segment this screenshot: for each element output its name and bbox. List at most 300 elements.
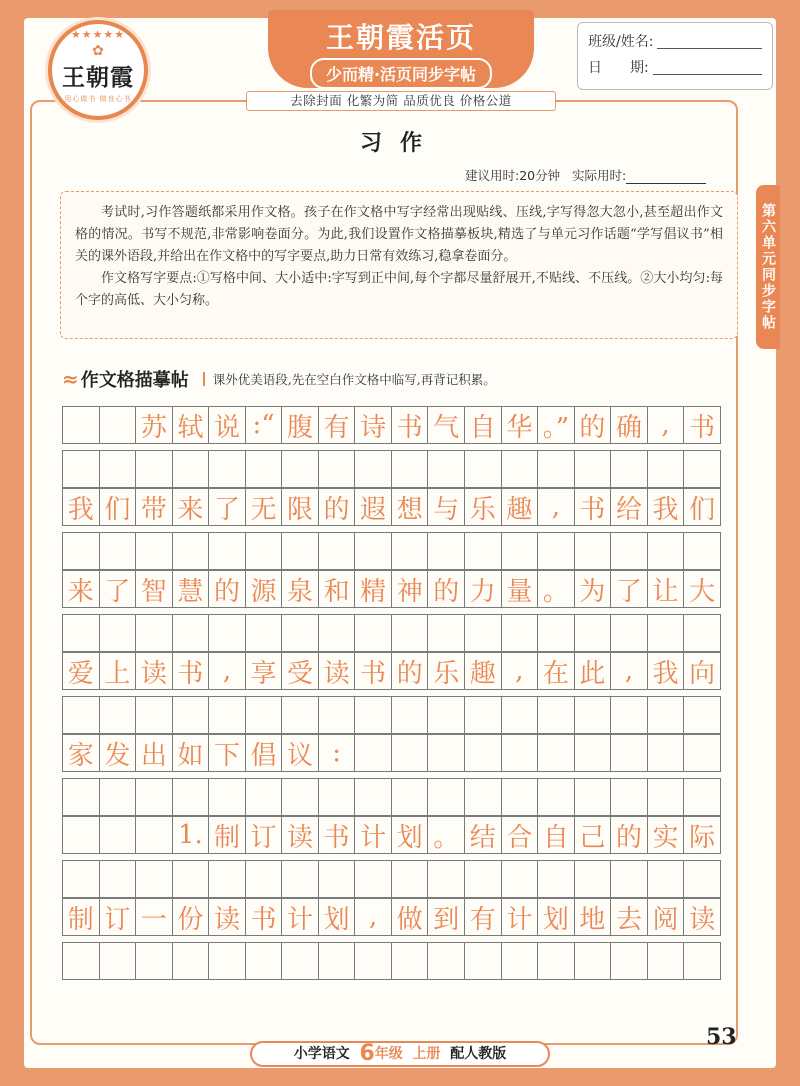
practice-cell[interactable] [574, 942, 612, 980]
practice-cell[interactable] [354, 614, 392, 652]
practice-cell[interactable] [683, 778, 721, 816]
practice-cell[interactable] [99, 450, 137, 488]
trace-cell: 精 [354, 570, 392, 608]
trace-cell: 1. [172, 816, 210, 854]
practice-cell[interactable] [245, 778, 283, 816]
practice-cell[interactable] [172, 614, 210, 652]
footer-grade-suffix: 年级 [374, 1046, 403, 1062]
practice-cell[interactable] [245, 860, 283, 898]
trace-line [62, 406, 738, 444]
trace-cell: 实 [647, 816, 685, 854]
practice-cell[interactable] [464, 614, 502, 652]
trace-cell: 读 [318, 652, 356, 690]
practice-cell[interactable] [683, 614, 721, 652]
trace-cell: 制 [208, 816, 246, 854]
practice-cell[interactable] [537, 614, 575, 652]
trace-cell: 向 [683, 652, 721, 690]
actual-time-label: 实际用时: [572, 168, 627, 183]
trace-cell: 与 [427, 488, 465, 526]
header-banner [268, 10, 534, 88]
trace-cell: 的 [610, 816, 648, 854]
practice-cell[interactable] [427, 860, 465, 898]
practice-cell[interactable] [99, 942, 137, 980]
trace-cell: 的 [427, 570, 465, 608]
trace-cell: 智 [135, 570, 173, 608]
practice-cell[interactable] [208, 614, 246, 652]
time-info [465, 166, 706, 184]
grid-row [62, 570, 738, 652]
trace-cell: , [354, 898, 392, 936]
page-title: 习作 [359, 131, 440, 156]
trace-line [62, 816, 738, 854]
trace-cell: 议 [281, 734, 319, 772]
trace-cell: 我 [62, 488, 100, 526]
trace-cell: , [647, 406, 685, 444]
practice-cell[interactable] [391, 532, 429, 570]
practice-cell[interactable] [99, 778, 137, 816]
trace-cell: 制 [62, 898, 100, 936]
page-number: 53 [706, 1024, 737, 1050]
practice-cell[interactable] [354, 778, 392, 816]
trace-cell: 源 [245, 570, 283, 608]
practice-cell[interactable] [208, 532, 246, 570]
practice-cell[interactable] [427, 450, 465, 488]
trace-cell: 读 [208, 898, 246, 936]
practice-cell[interactable] [62, 532, 100, 570]
practice-cell[interactable] [647, 532, 685, 570]
trace-cell: 趣 [464, 652, 502, 690]
practice-cell[interactable] [281, 450, 319, 488]
trace-cell: 书 [391, 406, 429, 444]
trace-cell: , [610, 652, 648, 690]
practice-cell[interactable] [208, 942, 246, 980]
brand-title: 王朝霞活页 [325, 21, 476, 54]
footer-volume: 上册 [412, 1046, 441, 1062]
practice-cell[interactable] [464, 696, 502, 734]
trace-cell [464, 734, 502, 772]
trace-cell: 来 [62, 570, 100, 608]
date-field[interactable] [653, 55, 762, 75]
practice-cell[interactable] [574, 614, 612, 652]
practice-line [62, 614, 738, 652]
trace-cell [574, 734, 612, 772]
trace-cell: 一 [135, 898, 173, 936]
practice-cell[interactable] [647, 860, 685, 898]
practice-cell[interactable] [172, 942, 210, 980]
trace-cell: 的 [391, 652, 429, 690]
practice-cell[interactable] [647, 614, 685, 652]
trace-cell: 下 [208, 734, 246, 772]
practice-cell[interactable] [574, 696, 612, 734]
trace-cell: 书 [574, 488, 612, 526]
trace-cell: 华 [501, 406, 539, 444]
trace-cell: 划 [318, 898, 356, 936]
practice-line [62, 778, 738, 816]
practice-cell[interactable] [574, 778, 612, 816]
trace-line [62, 898, 738, 936]
trace-cell [135, 816, 173, 854]
practice-cell[interactable] [208, 860, 246, 898]
practice-cell[interactable] [281, 942, 319, 980]
practice-line [62, 860, 738, 898]
practice-cell[interactable] [318, 614, 356, 652]
trace-cell: 了 [99, 570, 137, 608]
practice-cell[interactable] [281, 614, 319, 652]
trace-cell: 书 [354, 652, 392, 690]
trace-cell: 订 [245, 816, 283, 854]
trace-cell: 划 [537, 898, 575, 936]
trace-cell: :“ [245, 406, 283, 444]
practice-cell[interactable] [62, 860, 100, 898]
practice-cell[interactable] [391, 778, 429, 816]
intro-box [60, 191, 738, 339]
practice-cell[interactable] [318, 696, 356, 734]
trace-cell [683, 734, 721, 772]
trace-cell: 我 [647, 652, 685, 690]
practice-cell[interactable] [208, 778, 246, 816]
practice-cell[interactable] [62, 696, 100, 734]
trace-cell: 神 [391, 570, 429, 608]
student-info-box [577, 22, 773, 90]
practice-cell[interactable] [683, 450, 721, 488]
practice-cell[interactable] [391, 614, 429, 652]
trace-cell: 际 [683, 816, 721, 854]
trace-cell: 了 [610, 570, 648, 608]
trace-cell: 有 [464, 898, 502, 936]
practice-cell[interactable] [537, 778, 575, 816]
practice-cell[interactable] [354, 532, 392, 570]
trace-cell: 。 [537, 570, 575, 608]
trace-cell: 带 [135, 488, 173, 526]
practice-cell[interactable] [610, 614, 648, 652]
footer-edition: 配人教版 [450, 1046, 507, 1062]
section-header [62, 366, 496, 392]
class-name-field[interactable] [657, 29, 762, 49]
practice-cell[interactable] [354, 942, 392, 980]
suggested-time: 建议用时:20分钟 [465, 168, 561, 183]
practice-cell[interactable] [135, 778, 173, 816]
trace-line [62, 652, 738, 690]
practice-cell[interactable] [391, 450, 429, 488]
practice-cell[interactable] [318, 860, 356, 898]
practice-cell[interactable] [172, 696, 210, 734]
trace-cell: : [318, 734, 356, 772]
trace-cell [62, 406, 100, 444]
trace-cell: 确 [610, 406, 648, 444]
trace-cell: 遐 [354, 488, 392, 526]
practice-cell[interactable] [501, 860, 539, 898]
trace-cell: 们 [683, 488, 721, 526]
practice-cell[interactable] [172, 450, 210, 488]
practice-cell[interactable] [245, 532, 283, 570]
trace-cell: 来 [172, 488, 210, 526]
practice-cell[interactable] [464, 860, 502, 898]
trace-cell: 家 [62, 734, 100, 772]
trace-cell [427, 734, 465, 772]
practice-cell[interactable] [62, 942, 100, 980]
trace-cell: 。 [427, 816, 465, 854]
trace-cell [62, 816, 100, 854]
trace-cell: 泉 [281, 570, 319, 608]
unit-side-tab: 第六单元同步字帖 [756, 185, 780, 349]
practice-cell[interactable] [391, 696, 429, 734]
practice-cell[interactable] [537, 696, 575, 734]
trace-cell: 的 [574, 406, 612, 444]
grid-row [62, 898, 738, 980]
trace-cell: 书 [683, 406, 721, 444]
flower-icon: ✿ [92, 42, 104, 59]
footer-badge [250, 1041, 550, 1067]
trace-cell: 做 [391, 898, 429, 936]
trace-cell: 结 [464, 816, 502, 854]
practice-cell[interactable] [427, 532, 465, 570]
section-note: 课外优美语段,先在空白作文格中临写,再背记积累。 [212, 372, 496, 387]
trace-cell: 如 [172, 734, 210, 772]
practice-cell[interactable] [318, 942, 356, 980]
trace-cell: 为 [574, 570, 612, 608]
grid-row [62, 652, 738, 734]
trace-cell: 出 [135, 734, 173, 772]
practice-cell[interactable] [647, 696, 685, 734]
waves-icon: ≈ [62, 367, 75, 391]
practice-cell[interactable] [391, 942, 429, 980]
practice-cell[interactable] [354, 696, 392, 734]
practice-cell[interactable] [354, 450, 392, 488]
practice-cell[interactable] [99, 614, 137, 652]
practice-cell[interactable] [501, 450, 539, 488]
practice-cell[interactable] [501, 614, 539, 652]
practice-cell[interactable] [135, 942, 173, 980]
practice-cell[interactable] [647, 942, 685, 980]
trace-cell: , [208, 652, 246, 690]
trace-cell: 份 [172, 898, 210, 936]
trace-cell: 轼 [172, 406, 210, 444]
trace-cell: 苏 [135, 406, 173, 444]
practice-cell[interactable] [318, 532, 356, 570]
section-title: 作文格描摹帖 [80, 370, 189, 391]
practice-cell[interactable] [245, 614, 283, 652]
practice-cell[interactable] [281, 696, 319, 734]
trace-cell: 的 [208, 570, 246, 608]
trace-cell: 乐 [464, 488, 502, 526]
practice-cell[interactable] [135, 532, 173, 570]
practice-cell[interactable] [62, 778, 100, 816]
practice-cell[interactable] [610, 532, 648, 570]
trace-cell: 爱 [62, 652, 100, 690]
practice-cell[interactable] [647, 778, 685, 816]
practice-cell[interactable] [501, 942, 539, 980]
practice-cell[interactable] [683, 860, 721, 898]
logo-tagline: 用心做书 做良心书 [64, 94, 132, 103]
practice-cell[interactable] [99, 860, 137, 898]
practice-cell[interactable] [574, 450, 612, 488]
logo-stars: ★★★★★ [70, 28, 126, 41]
practice-line [62, 696, 738, 734]
trace-cell: 想 [391, 488, 429, 526]
practice-line [62, 942, 738, 980]
trace-cell: 读 [683, 898, 721, 936]
trace-cell [99, 406, 137, 444]
practice-cell[interactable] [683, 532, 721, 570]
trace-cell: 划 [391, 816, 429, 854]
practice-cell[interactable] [610, 450, 648, 488]
trace-cell [354, 734, 392, 772]
trace-cell: , [501, 652, 539, 690]
divider [203, 372, 205, 386]
practice-cell[interactable] [610, 696, 648, 734]
trace-line [62, 488, 738, 526]
practice-cell[interactable] [354, 860, 392, 898]
date-label: 日 期: [588, 60, 649, 76]
brand-subtitle: 少而精·活页同步字帖 [310, 58, 492, 89]
practice-cell[interactable] [464, 942, 502, 980]
trace-cell [99, 816, 137, 854]
trace-cell: 读 [135, 652, 173, 690]
trace-cell: 腹 [281, 406, 319, 444]
trace-cell: 己 [574, 816, 612, 854]
trace-cell: 享 [245, 652, 283, 690]
trace-cell: 无 [245, 488, 283, 526]
trace-cell: 受 [281, 652, 319, 690]
trace-cell: 说 [208, 406, 246, 444]
trace-cell: 到 [427, 898, 465, 936]
intro-paragraph-1: 考试时,习作答题纸都采用作文格。孩子在作文格中写字经常出现贴线、压线,字写得忽大忽小,甚至超出作文格的情况。书写不规范,非常影响卷面分。为此,我们设置作文格描摹板块,精选了与单元习作话题“学写倡议书”相关的课外语段,并给出在作文格中的写字要点,助力日常有效练习,稳拿卷面分。 [75, 205, 723, 264]
trace-cell: 计 [501, 898, 539, 936]
trace-cell: 力 [464, 570, 502, 608]
trace-cell: 趣 [501, 488, 539, 526]
practice-cell[interactable] [537, 860, 575, 898]
trace-cell: 发 [99, 734, 137, 772]
practice-cell[interactable] [501, 696, 539, 734]
practice-cell[interactable] [135, 860, 173, 898]
practice-cell[interactable] [574, 860, 612, 898]
trace-cell: 读 [281, 816, 319, 854]
composition-grid [62, 406, 738, 980]
practice-cell[interactable] [99, 696, 137, 734]
practice-cell[interactable] [501, 778, 539, 816]
grid-row [62, 488, 738, 570]
trace-cell: 去 [610, 898, 648, 936]
practice-cell[interactable] [135, 614, 173, 652]
practice-cell[interactable] [135, 696, 173, 734]
grid-row [62, 816, 738, 898]
practice-cell[interactable] [62, 450, 100, 488]
footer-grade-number: 6 [359, 1041, 375, 1066]
trace-cell [537, 734, 575, 772]
grid-row [62, 734, 738, 816]
practice-cell[interactable] [172, 860, 210, 898]
trace-line [62, 570, 738, 608]
practice-cell[interactable] [245, 450, 283, 488]
intro-paragraph-2: 作文格写字要点:①写格中间、大小适中:字写到正中间,每个字都尽量舒展开,不贴线、不压线。②大小均匀:每个字的高低、大小匀称。 [75, 271, 723, 308]
practice-cell[interactable] [574, 532, 612, 570]
practice-line [62, 532, 738, 570]
practice-cell[interactable] [281, 860, 319, 898]
practice-cell[interactable] [318, 778, 356, 816]
trace-cell: 书 [318, 816, 356, 854]
trace-cell: 了 [208, 488, 246, 526]
trace-cell: 自 [464, 406, 502, 444]
practice-cell[interactable] [245, 696, 283, 734]
trace-cell: 阅 [647, 898, 685, 936]
trace-cell: 地 [574, 898, 612, 936]
trace-cell: 慧 [172, 570, 210, 608]
logo-name: 王朝霞 [62, 63, 134, 91]
trace-cell: 和 [318, 570, 356, 608]
practice-cell[interactable] [172, 532, 210, 570]
practice-cell[interactable] [427, 614, 465, 652]
trace-cell: 给 [610, 488, 648, 526]
practice-cell[interactable] [318, 450, 356, 488]
practice-cell[interactable] [610, 942, 648, 980]
trace-cell [647, 734, 685, 772]
trace-cell: 计 [354, 816, 392, 854]
practice-line [62, 450, 738, 488]
practice-cell[interactable] [208, 696, 246, 734]
practice-cell[interactable] [427, 778, 465, 816]
practice-cell[interactable] [610, 860, 648, 898]
trace-cell: 上 [99, 652, 137, 690]
trace-cell [391, 734, 429, 772]
practice-cell[interactable] [391, 860, 429, 898]
practice-cell[interactable] [99, 532, 137, 570]
grid-row [62, 406, 738, 488]
trace-cell: 订 [99, 898, 137, 936]
practice-cell[interactable] [610, 778, 648, 816]
practice-cell[interactable] [464, 450, 502, 488]
practice-cell[interactable] [427, 942, 465, 980]
practice-cell[interactable] [501, 532, 539, 570]
trace-cell: , [537, 488, 575, 526]
trace-cell [501, 734, 539, 772]
actual-time-field[interactable] [626, 170, 706, 184]
practice-cell[interactable] [537, 942, 575, 980]
trace-cell: 限 [281, 488, 319, 526]
practice-cell[interactable] [683, 942, 721, 980]
practice-cell[interactable] [464, 532, 502, 570]
trace-cell: 合 [501, 816, 539, 854]
trace-cell: 在 [537, 652, 575, 690]
practice-cell[interactable] [647, 450, 685, 488]
practice-cell[interactable] [537, 532, 575, 570]
trace-line [62, 734, 738, 772]
practice-cell[interactable] [208, 450, 246, 488]
class-name-label: 班级/姓名: [588, 34, 654, 50]
practice-cell[interactable] [172, 778, 210, 816]
practice-cell[interactable] [683, 696, 721, 734]
practice-cell[interactable] [464, 778, 502, 816]
trace-cell: 诗 [354, 406, 392, 444]
practice-cell[interactable] [281, 778, 319, 816]
practice-cell[interactable] [281, 532, 319, 570]
slogan: 去除封面 化繁为简 品质优良 价格公道 [246, 91, 556, 111]
trace-cell: 们 [99, 488, 137, 526]
trace-cell [610, 734, 648, 772]
practice-cell[interactable] [427, 696, 465, 734]
trace-cell: 书 [245, 898, 283, 936]
trace-cell: 自 [537, 816, 575, 854]
practice-cell[interactable] [62, 614, 100, 652]
practice-cell[interactable] [135, 450, 173, 488]
trace-cell: 此 [574, 652, 612, 690]
trace-cell: 量 [501, 570, 539, 608]
trace-cell: 有 [318, 406, 356, 444]
brand-logo [48, 20, 148, 120]
footer-subject: 小学语文 [293, 1046, 350, 1062]
practice-cell[interactable] [245, 942, 283, 980]
trace-cell: 计 [281, 898, 319, 936]
practice-cell[interactable] [537, 450, 575, 488]
